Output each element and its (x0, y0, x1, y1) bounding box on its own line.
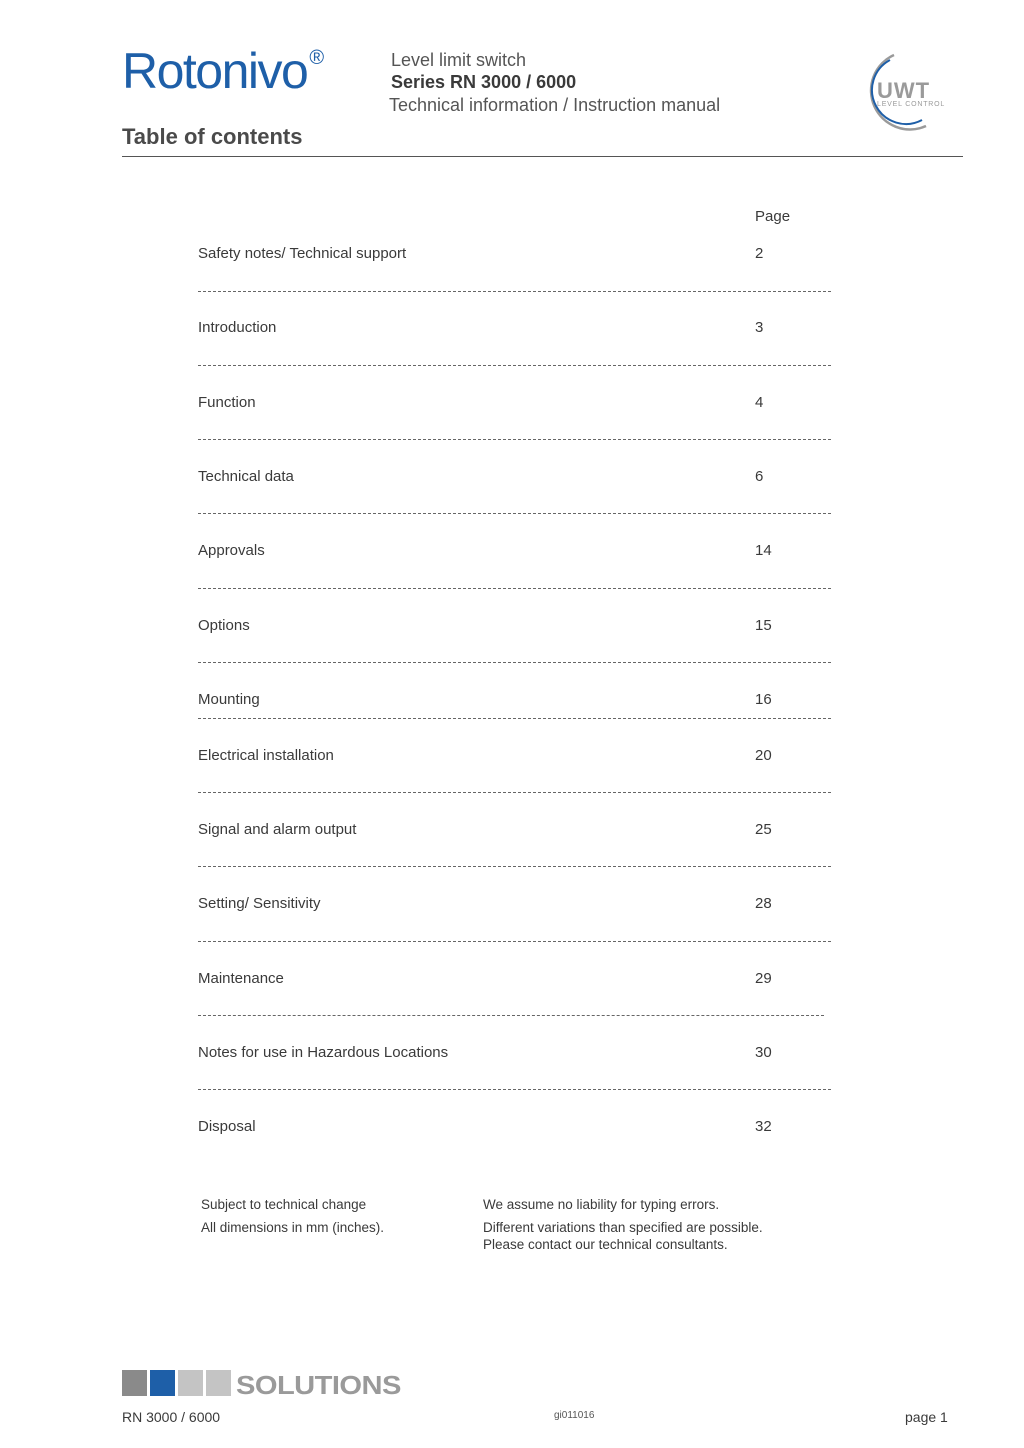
toc-entry (198, 691, 838, 711)
toc-entry (198, 747, 838, 767)
toc-entry-page: 20 (755, 747, 772, 764)
note-left-line: All dimensions in mm (inches). (201, 1220, 385, 1235)
solutions-wordmark: SOLUTIONS (236, 1370, 401, 1400)
toc-entry-title: Disposal (198, 1118, 256, 1135)
note-right-line: We assume no liability for typing errors. (483, 1197, 720, 1212)
registered-mark: ® (309, 47, 325, 70)
uwt-logo-icon (848, 50, 964, 134)
svg-text:UWT: UWT (877, 78, 931, 103)
footer-doc-code: gi011016 (554, 1410, 595, 1421)
toc-dashed-separator (198, 588, 831, 589)
section-title: Table of contents (122, 124, 303, 149)
toc-entry (198, 1118, 838, 1138)
toc-dashed-separator (198, 718, 831, 719)
toc-dashed-separator (198, 1089, 831, 1090)
toc-entry-page: 29 (755, 970, 772, 987)
toc-entry (198, 542, 838, 562)
toc-entry-page: 32 (755, 1118, 772, 1135)
header-line-manual: Technical information / Instruction manual (389, 95, 721, 115)
solutions-color-block (122, 1370, 147, 1396)
toc-entry-title: Setting/ Sensitivity (198, 895, 321, 912)
toc-entry (198, 970, 838, 990)
footer-doc-name: RN 3000 / 6000 (122, 1409, 221, 1425)
toc-dashed-separator (198, 866, 831, 867)
toc-dashed-separator (198, 439, 831, 440)
header-line-series: Series RN 3000 / 6000 (391, 72, 577, 92)
toc-entry-page: 14 (755, 542, 772, 559)
toc-entry (198, 821, 838, 841)
solutions-color-block (150, 1370, 175, 1396)
toc-entry-title: Signal and alarm output (198, 821, 357, 838)
toc-entry (198, 245, 838, 265)
brand-title: Rotonivo ® (122, 43, 325, 99)
toc-entry-page: 16 (755, 691, 772, 708)
toc-page-column-header: Page (755, 208, 791, 225)
toc-entry-page: 15 (755, 617, 772, 634)
toc-entry-page: 6 (755, 468, 764, 485)
toc-dashed-separator (198, 792, 831, 793)
toc-entry-title: Mounting (198, 691, 260, 708)
toc-dashed-separator (198, 513, 831, 514)
toc-entry-page: 4 (755, 394, 764, 411)
toc-entry-title: Maintenance (198, 970, 284, 987)
toc-dashed-separator (198, 291, 831, 292)
toc-entry-title: Function (198, 394, 256, 411)
toc-entry-title: Introduction (198, 319, 277, 336)
toc-entry-title: Approvals (198, 542, 265, 559)
note-right-line: Please contact our technical consultants. (483, 1237, 728, 1252)
footer-page-number: page 1 (905, 1409, 948, 1425)
toc-entry-title: Technical data (198, 468, 294, 485)
toc-entry-page: 3 (755, 319, 764, 336)
toc-entry (198, 394, 838, 414)
svg-text:LEVEL CONTROL: LEVEL CONTROL (877, 101, 946, 108)
toc-dashed-separator (198, 941, 831, 942)
header-line-product: Level limit switch (391, 50, 527, 70)
toc-entry-title: Safety notes/ Technical support (198, 245, 407, 262)
toc-entry (198, 1044, 838, 1064)
toc-entry-title: Electrical installation (198, 747, 334, 764)
toc-dashed-separator (198, 365, 831, 366)
toc-entry (198, 319, 838, 339)
toc-entry (198, 895, 838, 915)
toc-entry-page: 2 (755, 245, 764, 262)
toc-entry (198, 617, 838, 637)
toc-entry-title: Options (198, 617, 250, 634)
toc-entry-page: 30 (755, 1044, 772, 1061)
solutions-color-block (206, 1370, 231, 1396)
note-left-line: Subject to technical change (201, 1197, 367, 1212)
header-divider (122, 156, 963, 157)
solutions-color-block (178, 1370, 203, 1396)
note-right-line: Different variations than specified are possible. (483, 1220, 763, 1235)
toc-dashed-separator (198, 662, 831, 663)
toc-entry-title: Notes for use in Hazardous Locations (198, 1044, 449, 1061)
toc-dashed-separator (198, 1015, 824, 1016)
toc-entry (198, 468, 838, 488)
toc-entry-page: 25 (755, 821, 772, 838)
toc-entry-page: 28 (755, 895, 772, 912)
